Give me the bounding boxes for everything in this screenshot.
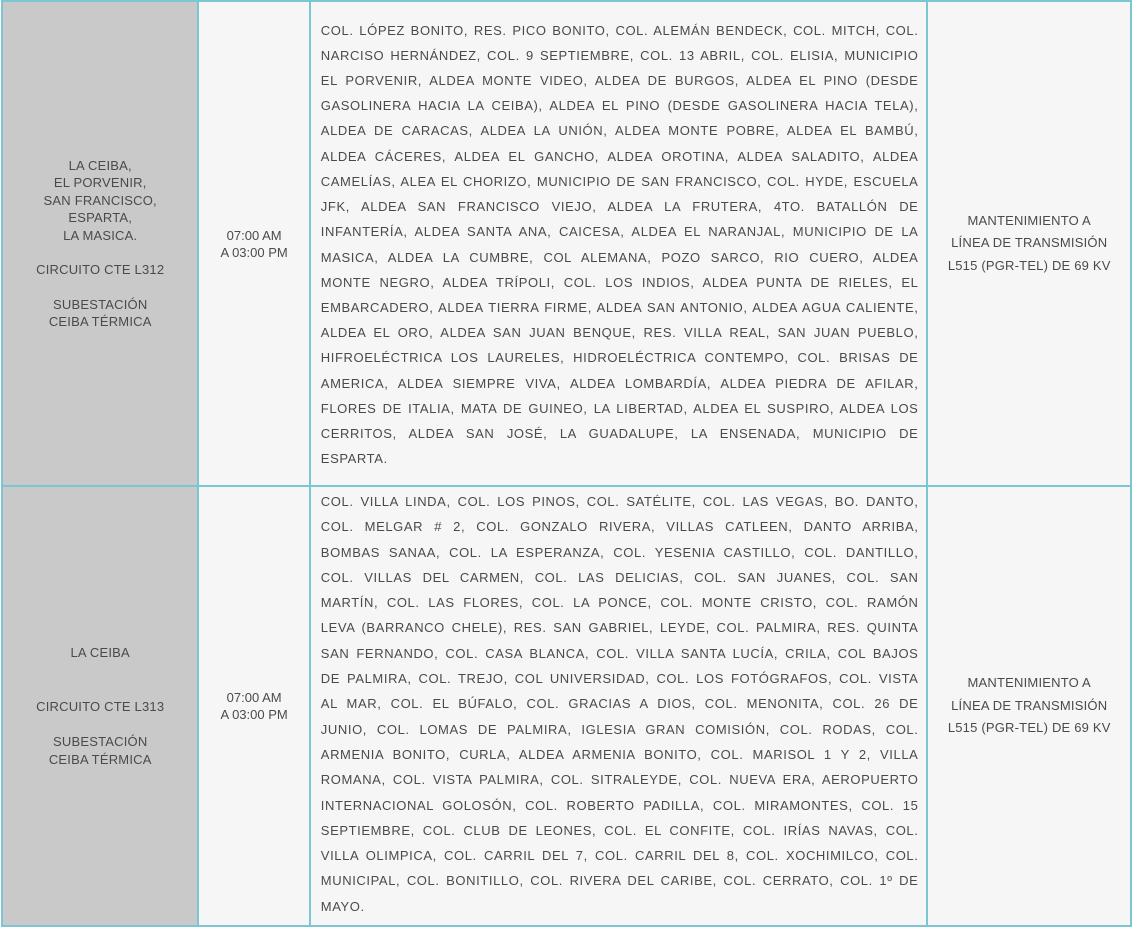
location-line: LA MASICA. bbox=[63, 227, 138, 243]
reason-line: L515 (PGR-TEL) DE 69 KV bbox=[947, 720, 1111, 736]
affected-areas-text: COL. LÓPEZ BONITO, RES. PICO BONITO, COL. ALEMÁN BENDECK, COL. MITCH, COL. NARCISO HERNÁNDEZ, COL. 9 SEPTIEMBRE, COL. 13 ABRIL, COL. ELISIA, MUNICIPIO EL PORVENIR, ALDEA MONTE VIDEO, ALDEA DE BURGOS, ALDEA EL PINO (DESDE GASOLINERA HACIA LA CEIBA), ALDEA EL PINO (DESDE GASOLINERA HACIA TELA), ALDEA DE CARACAS, ALDEA LA UNIÓN, ALDEA MONTE POBRE, ALDEA EL BAMBÚ, ALDEA CÁCERES, ALDEA EL GANCHO, ALDEA OROTINA, ALDEA SALADITO, ALDEA CAMELÍAS, ALEA EL CHORIZO, MUNICIPIO DE SAN FRANCISCO, COL. HYDE, ESCUELA JFK, ALDEA SAN FRANCISCO VIEJO, ALDEA LA FRUTERA, 4TO. BATALLÓN DE INFANTERÍA, ALDEA SANTA ANA, CAICESA, ALDEA EL NARANJAL, MUNICIPIO DE LA MASICA, ALDEA LA CUMBRE, COL ALEMANA, POZO SARCO, RIO CUERO, ALDEA MONTE NEGRO, ALDEA TRÍPOLI, COL. LOS INDIOS, ALDEA PUNTA DE RIELES, EL EMBARCADERO, ALDEA TIERRA FIRME, ALDEA SAN ANTONIO, ALDEA AGUA CALIENTE, ALDEA EL ORO, ALDEA SAN JUAN BENQUE, RES. VILLA REAL, SAN JUAN PUEBLO, HIFROELÉCTRICA LOS LAURELES, HIDROELÉCTRICA CONTEMPO, COL. BRISAS DE AMERICA, ALDEA SIEMPRE VIVA, ALDEA LOMBARDÍA, ALDEA PIEDRA DE AFILAR, FLORES DE ITALIA, MATA DE GUINEO, LA LIBERTAD, ALDEA EL SUSPIRO, ALDEA LOS CERRITOS, ALDEA SAN JOSÉ, LA GUADALUPE, LA ENSENADA, MUNICIPIO DE ESPARTA. bbox=[320, 22, 919, 467]
location-line: EL PORVENIR, bbox=[53, 175, 147, 190]
location-line: LA CEIBA, bbox=[68, 157, 132, 173]
start-time: 07:00 AM bbox=[226, 690, 282, 705]
reason-line: L515 (PGR-TEL) DE 69 KV bbox=[947, 257, 1111, 273]
substation-label: CEIBA TÉRMICA bbox=[48, 314, 152, 329]
table-row bbox=[2, 486, 1131, 926]
substation-label: SUBESTACIÓN bbox=[53, 296, 148, 312]
circuit-label: CIRCUITO CTE L312 bbox=[36, 262, 165, 277]
affected-areas-text: COL. VILLA LINDA, COL. LOS PINOS, COL. SATÉLITE, COL. LAS VEGAS, BO. DANTO, COL. MELGAR # 2, COL. GONZALO RIVERA, VILLAS CATLEEN, DANTO ARRIBA, BOMBAS SANAA, COL. LA ESPERANZA, COL. YESENIA CASTILLO, COL. DANTILLO, COL. VILLAS DEL CARMEN, COL. LAS DELICIAS, COL. SAN JUANES, COL. SAN MARTÍN, COL. LAS FLORES, COL. LA PONCE, COL. MONTE CRISTO, COL. RAMÓN LEVA (BARRANCO CHELE), RES. SAN GABRIEL, LEYDE, COL. PALMIRA, RES. QUINTA SAN FERNANDO, COL. CASA BLANCA, COL. VILLA SANTA LUCÍA, CRILA, COL BAJOS DE PALMIRA, COL. TREJO, COL UNIVERSIDAD, COL. LOS FOTÓGRAFOS, COL. VISTA AL MAR, COL. EL BÚFALO, COL. GRACIAS A DIOS, COL. MENONITA, COL. 26 DE JUNIO, COL. LOMAS DE PALMIRA, IGLESIA GRAN COMISIÓN, COL. RODAS, COL. ARMENIA BONITO, CURLA, ALDEA ARMENIA BONITO, COL. MARISOL 1 Y 2, VILLA ROMANA, COL. VISTA PALMIRA, COL. SITRALEYDE, COL. NUEVA ERA, AEROPUERTO INTERNACIONAL GOLOSÓN, COL. ROBERTO PADILLA, COL. MIRAMONTES, COL. 15 SEPTIEMBRE, COL. CLUB DE LEONES, COL. EL CONFITE, COL. IRÍAS NAVAS, COL. VILLA OLIMPICA, COL. CARRIL DEL 7, COL. CARRIL DEL 8, COL. XOCHIMILCO, COL. MUNICIPAL, COL. BONITILLO, COL. RIVERA DEL CARIBE, COL. CERRATO, COL. 1º DE MAYO. bbox=[320, 494, 919, 914]
location-line: ESPARTA, bbox=[68, 210, 133, 225]
start-time: 07:00 AM bbox=[226, 227, 282, 243]
outage-schedule-table bbox=[1, 0, 1132, 927]
reason-line: MANTENIMIENTO A bbox=[967, 212, 1091, 228]
affected-areas-cell bbox=[310, 486, 928, 926]
location-cell bbox=[2, 1, 198, 486]
reason-cell bbox=[927, 1, 1131, 486]
reason-line: LÍNEA DE TRANSMISIÓN bbox=[951, 697, 1108, 713]
location-line: SAN FRANCISCO, bbox=[43, 192, 157, 208]
table-row bbox=[2, 1, 1131, 486]
substation-label: SUBESTACIÓN bbox=[53, 733, 148, 749]
end-time: A 03:00 PM bbox=[220, 707, 288, 722]
schedule-cell bbox=[198, 486, 309, 926]
location-cell bbox=[2, 486, 198, 926]
affected-areas-cell bbox=[310, 1, 928, 486]
reason-line: LÍNEA DE TRANSMISIÓN bbox=[951, 235, 1108, 251]
reason-line: MANTENIMIENTO A bbox=[967, 675, 1091, 691]
reason-cell bbox=[927, 486, 1131, 926]
end-time: A 03:00 PM bbox=[220, 244, 288, 260]
substation-label: CEIBA TÉRMICA bbox=[48, 751, 152, 767]
circuit-label: CIRCUITO CTE L313 bbox=[36, 698, 165, 714]
schedule-cell bbox=[198, 1, 309, 486]
location-line: LA CEIBA bbox=[70, 644, 130, 660]
